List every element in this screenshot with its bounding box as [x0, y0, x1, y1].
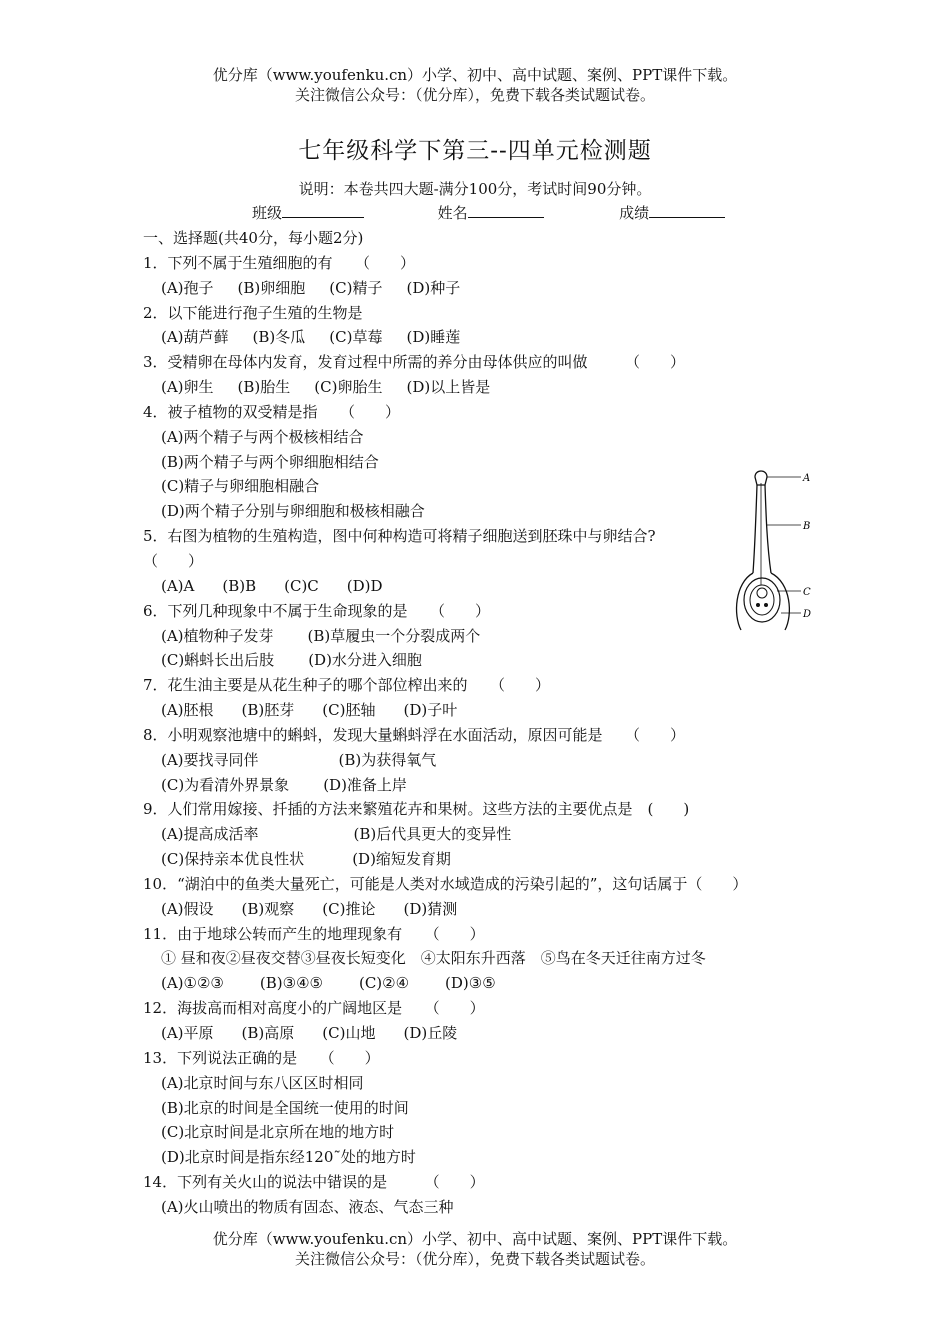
answer-option[interactable]: (B)冬瓜	[252, 328, 306, 347]
question-line: 6．下列几种现象中不属于生命现象的是 （ ）	[143, 601, 491, 620]
class-label: 班级	[252, 204, 283, 222]
answer-option[interactable]: (D)以上皆是	[406, 378, 491, 397]
label-c: C	[803, 587, 811, 598]
exam-note: 说明：本卷共四大题-满分100分，考试时间90分钟。	[298, 180, 652, 198]
polar-nucleus-1	[756, 603, 760, 607]
header-line-1: 优分库（www.youfenku.cn）小学、初中、高中试题、案例、PPT课件下载。	[212, 66, 738, 84]
option-line	[143, 698, 823, 723]
answer-option[interactable]: (D)准备上岸	[323, 775, 407, 794]
answer-option[interactable]: (A)平原	[161, 1024, 214, 1042]
answer-option[interactable]: (B)后代具更大的变异性	[353, 825, 512, 844]
option-line	[143, 1120, 823, 1145]
option-line	[143, 1145, 823, 1170]
answer-option[interactable]: (C)草莓	[329, 328, 383, 347]
option-line	[143, 822, 823, 847]
option-line	[143, 748, 823, 773]
header-line-2: 关注微信公众号：（优分库），免费下载各类试题试卷。	[294, 86, 655, 104]
option-line	[143, 946, 823, 971]
footer-line-1: 优分库（www.youfenku.cn）小学、初中、高中试题、案例、PPT课件下载。	[212, 1230, 738, 1248]
option-line	[143, 425, 823, 450]
answer-option[interactable]: (C)精子	[329, 278, 383, 297]
answer-option[interactable]: (C)蝌蚪长出后肢	[161, 651, 275, 670]
option-line	[143, 648, 823, 673]
egg-cell	[757, 588, 767, 598]
answer-option[interactable]: (C)为看清外界景象	[161, 775, 290, 794]
question-line: 2．以下能进行孢子生殖的生物是	[143, 303, 363, 322]
option-line	[143, 1195, 823, 1220]
answer-option[interactable]: (C)保持亲本优良性状	[161, 850, 305, 869]
answer-option[interactable]: (C)②④	[358, 974, 410, 993]
option-line	[143, 450, 823, 475]
answer-option[interactable]: (D)北京时间是指东经120˜处的地方时	[161, 1148, 416, 1167]
score-label: 成绩	[619, 204, 650, 222]
answer-option[interactable]: (C)山地	[322, 1024, 376, 1042]
answer-option[interactable]: (D)水分进入细胞	[308, 651, 422, 670]
stigma-shape	[755, 471, 767, 485]
option-line	[143, 624, 823, 649]
answer-option[interactable]: (B)③④⑤	[259, 974, 323, 993]
answer-option[interactable]: (D)猜测	[403, 899, 458, 918]
option-line	[143, 971, 823, 996]
question-line: 3．受精卵在母体内发育，发育过程中所需的养分由母体供应的叫做 （ ）	[143, 353, 686, 372]
name-blank[interactable]	[468, 203, 544, 218]
label-b: B	[803, 521, 811, 532]
answer-option[interactable]: (B)B	[222, 576, 257, 595]
answer-option[interactable]: (B)观察	[241, 899, 295, 918]
answer-option[interactable]: (A)葫芦藓	[161, 328, 229, 347]
ovule-inner	[750, 585, 774, 615]
answer-option[interactable]: (A)要找寻同伴	[161, 750, 259, 769]
answer-option[interactable]: (B)草履虫一个分裂成两个	[307, 626, 481, 645]
label-a: A	[803, 473, 811, 484]
question-line: 13．下列说法正确的是 （ ）	[143, 1048, 380, 1067]
question-line: 11．由于地球公转而产生的地理现象有 （ ）	[143, 924, 485, 943]
option-line	[143, 574, 823, 599]
answer-option[interactable]: (A)北京时间与东八区区时相同	[161, 1073, 364, 1092]
answer-option[interactable]: (C)胚轴	[322, 701, 376, 720]
question-line: （ ）	[143, 551, 204, 570]
answer-option[interactable]: (D)种子	[406, 278, 461, 297]
answer-option[interactable]: ① 昼和夜②昼夜交替③昼夜长短变化 ④太阳东升西落 ⑤鸟在冬天迁往南方过冬	[161, 949, 706, 968]
answer-option[interactable]: (D)两个精子分别与卵细胞和极核相融合	[161, 502, 425, 521]
name-label: 姓名	[437, 204, 468, 222]
question-line: 1．下列不属于生殖细胞的有 （ ）	[143, 253, 416, 272]
answer-option[interactable]: (A)①②③	[161, 974, 224, 993]
option-line	[143, 474, 823, 499]
answer-option[interactable]: (A)假设	[161, 899, 214, 918]
answer-option[interactable]: (B)胎生	[237, 378, 291, 397]
page-title: 七年级科学下第三--四单元检测题	[298, 138, 652, 164]
answer-option[interactable]: (C)卵胎生	[314, 378, 383, 397]
option-line	[143, 1096, 823, 1121]
answer-option[interactable]: (B)为获得氧气	[338, 750, 437, 769]
question-line: 4．被子植物的双受精是指 （ ）	[143, 402, 401, 421]
style-left	[753, 485, 757, 573]
question-line: 10．“湖泊中的鱼类大量死亡，可能是人类对水域造成的污染引起的”，这句话属于（ ）	[143, 874, 748, 893]
answer-option[interactable]: (B)北京的时间是全国统一使用的时间	[161, 1098, 409, 1117]
answer-option[interactable]: (C)北京时间是北京所在地的地方时	[161, 1123, 395, 1142]
class-blank[interactable]	[282, 203, 364, 218]
answer-option[interactable]: (C)C	[284, 576, 319, 595]
style-right	[765, 485, 771, 573]
score-blank[interactable]	[649, 203, 725, 218]
answer-option[interactable]: (A)卵生	[161, 378, 214, 397]
answer-option[interactable]: (B)两个精子与两个卵细胞相结合	[161, 452, 379, 471]
answer-option[interactable]: (A)两个精子与两个极核相结合	[161, 427, 364, 446]
section-heading: 一、选择题(共40分，每小题2分)	[143, 229, 364, 247]
answer-option[interactable]: (B)高原	[241, 1024, 295, 1042]
question-line: 14．下列有关火山的说法中错误的是 （ ）	[143, 1173, 485, 1192]
answer-option[interactable]: (D)③⑤	[445, 974, 496, 993]
option-line	[143, 375, 823, 400]
option-line	[143, 1071, 823, 1096]
answer-option[interactable]: (D)睡莲	[406, 328, 461, 347]
option-line	[143, 847, 823, 872]
answer-option[interactable]: (B)胚芽	[241, 701, 295, 720]
answer-option[interactable]: (D)缩短发育期	[352, 850, 451, 869]
label-d: D	[803, 609, 812, 620]
question-line: 8．小明观察池塘中的蝌蚪，发现大量蝌蚪浮在水面活动，原因可能是 （ ）	[143, 725, 686, 744]
question-line: 12．海拔高而相对高度小的广阔地区是 （ ）	[143, 999, 485, 1018]
question-line: 9．人们常用嫁接、扦插的方法来繁殖花卉和果树。这些方法的主要优点是 ( )	[143, 800, 690, 819]
option-line	[143, 1021, 823, 1046]
answer-option[interactable]: (D)丘陵	[403, 1024, 458, 1042]
question-line: 7．花生油主要是从花生种子的哪个部位榨出来的 （ ）	[143, 676, 551, 695]
answer-option[interactable]: (D)子叶	[403, 701, 458, 720]
answer-option[interactable]: (C)精子与卵细胞相融合	[161, 477, 320, 496]
answer-option[interactable]: (A)提高成活率	[161, 825, 259, 844]
option-line	[143, 325, 823, 350]
option-line	[143, 499, 823, 524]
footer-line-2: 关注微信公众号：（优分库），免费下载各类试题试卷。	[294, 1250, 655, 1268]
answer-option[interactable]: (B)卵细胞	[237, 278, 306, 297]
question-line: 5．右图为植物的生殖构造，图中何种构造可将精子细胞送到胚珠中与卵结合?	[143, 527, 656, 546]
answer-option[interactable]: (D)D	[346, 576, 383, 595]
pistil-diagram	[725, 465, 815, 635]
answer-option[interactable]: (A)植物种子发芽	[161, 626, 274, 645]
option-line	[143, 897, 823, 922]
answer-option[interactable]: (A)火山喷出的物质有固态、液态、气态三种	[161, 1197, 454, 1216]
question-list	[143, 226, 823, 1220]
option-line	[143, 276, 823, 301]
student-info-row	[252, 202, 725, 223]
polar-nucleus-2	[764, 603, 768, 607]
option-line	[143, 773, 823, 798]
answer-option[interactable]: (A)孢子	[161, 278, 214, 297]
answer-option[interactable]: (C)推论	[322, 899, 376, 918]
answer-option[interactable]: (A)胚根	[161, 701, 214, 720]
answer-option[interactable]: (A)A	[161, 576, 195, 595]
